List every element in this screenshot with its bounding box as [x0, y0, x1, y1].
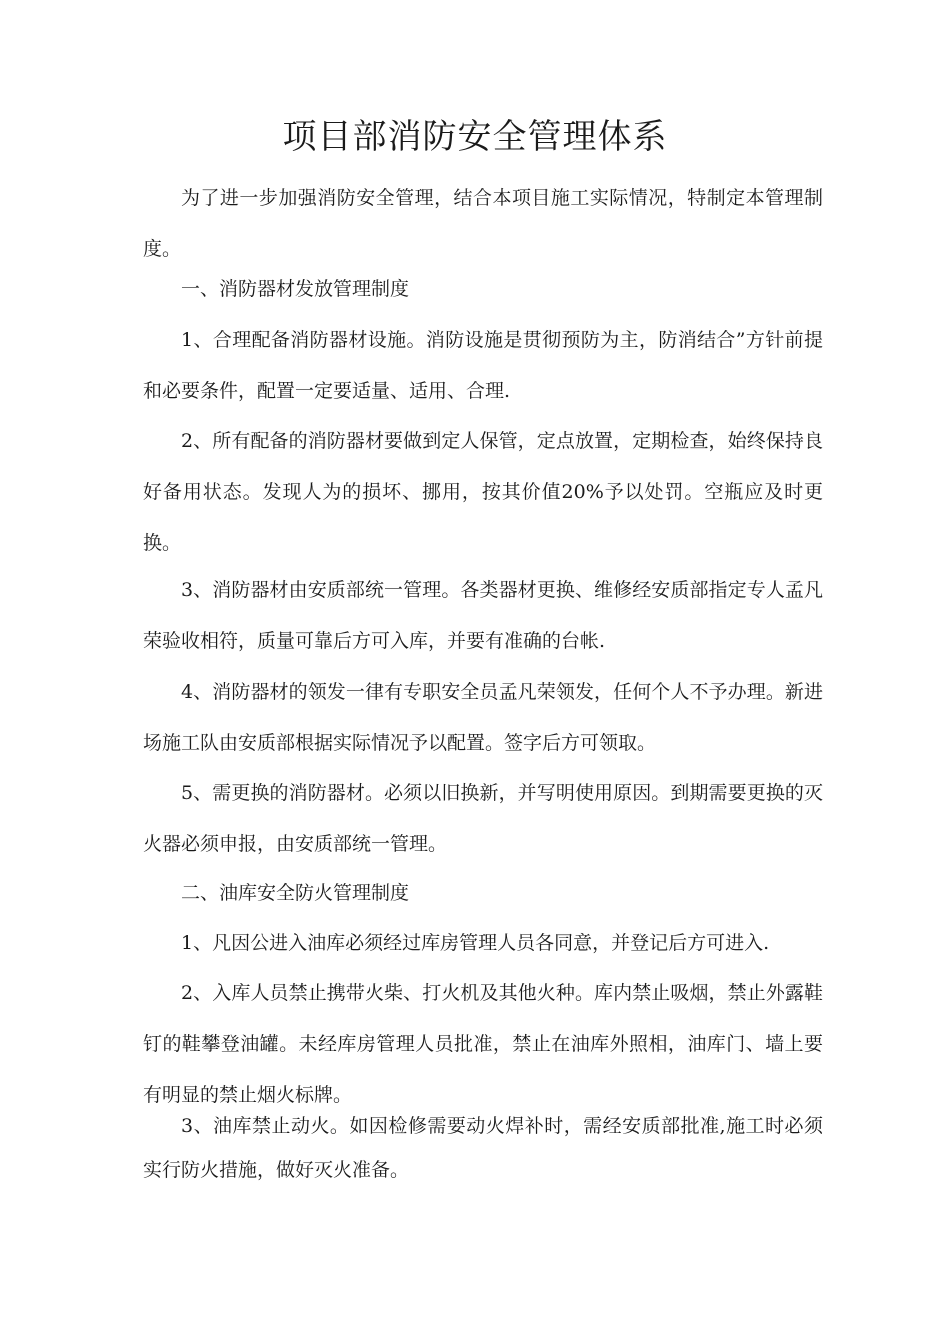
- intro-paragraph: 为了进一步加强消防安全管理，结合本项目施工实际情况，特制定本管理制度。: [143, 187, 823, 260]
- section1-item-4: 4、消防器材的领发一律有专职安全员孟凡荣领发，任何个人不予办理。新进场施工队由安质部根据实际情况予以配置。签字后方可领取。: [143, 681, 823, 754]
- section2-item-2: 2、入库人员禁止携带火柴、打火机及其他火种。库内禁止吸烟，禁止外露鞋钉的鞋攀登油罐。未经库房管理人员批准，禁止在油库外照相，油库门、墙上要有明显的禁止烟火标牌。: [143, 982, 823, 1106]
- section1-item-1: 1、合理配备消防器材设施。消防设施是贯彻预防为主，防消结合”方针前提和必要条件，配置一定要适量、适用、合理.: [143, 329, 823, 402]
- section-heading-oil-depot: 二、油库安全防火管理制度: [181, 882, 410, 904]
- section-heading-fire-equipment: 一、消防器材发放管理制度: [181, 278, 410, 300]
- section2-item-3: 3、油库禁止动火。如因检修需要动火焊补时，需经安质部批准,施工时必须实行防火措施，做好灭火准备。: [143, 1115, 823, 1181]
- section1-item-2: 2、所有配备的消防器材要做到定人保管，定点放置，定期检查，始终保持良好备用状态。发现人为的损坏、挪用，按其价值20%予以处罚。空瓶应及时更换。: [143, 430, 823, 554]
- section1-item-3: 3、消防器材由安质部统一管理。各类器材更换、维修经安质部指定专人孟凡荣验收相符，质量可靠后方可入库，并要有准确的台帐.: [143, 579, 823, 652]
- section1-item-5: 5、需更换的消防器材。必须以旧换新，并写明使用原因。到期需要更换的灭火器必须申报，由安质部统一管理。: [143, 782, 823, 855]
- section2-item-1: 1、凡因公进入油库必须经过库房管理人员各同意，并登记后方可进入.: [181, 932, 770, 954]
- document-title: 项目部消防安全管理体系: [282, 117, 668, 157]
